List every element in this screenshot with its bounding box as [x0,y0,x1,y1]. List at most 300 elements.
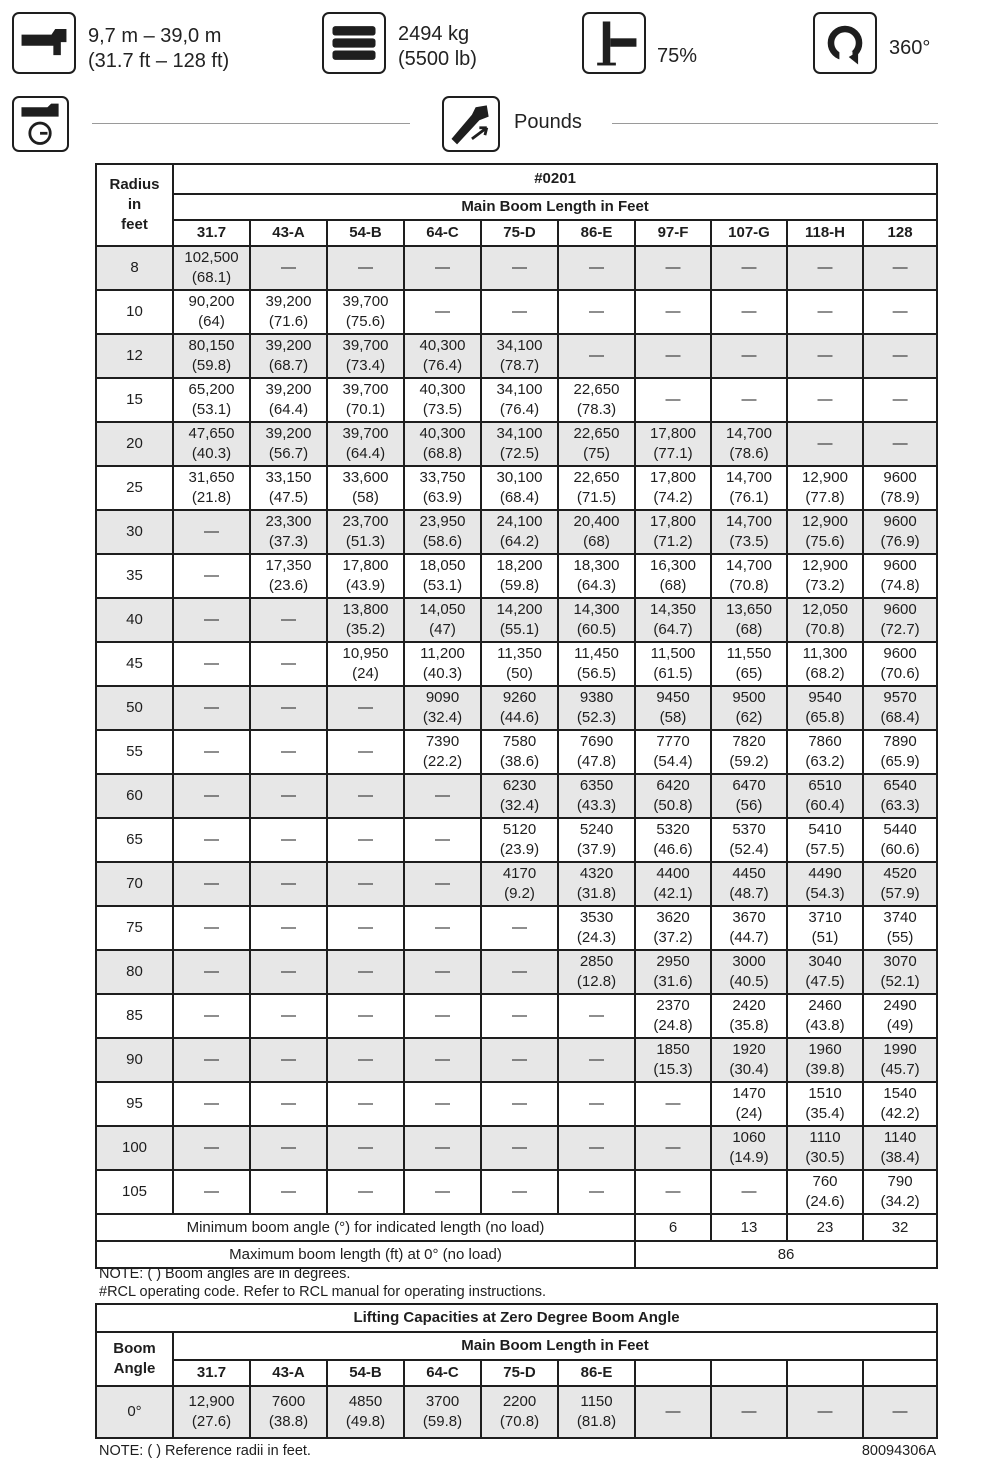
capacity-value: 760 [812,1173,838,1190]
boom-length-col-header: 54-B [327,220,404,246]
capacity-value: 47,650 [188,425,235,442]
capacity-value: 2490 [883,997,917,1014]
capacity-cell [711,1082,787,1126]
capacity-cell [558,510,635,554]
boom-length-col-header [711,1360,787,1386]
capacity-cell [173,290,250,334]
capacity-cell: — [327,686,404,730]
capacity-value: 3620 [656,909,690,926]
capacity-cell: — [250,994,327,1038]
capacity-value: 39,200 [265,293,312,310]
capacity-cell [558,378,635,422]
boom-angle-value: (65.9) [880,753,920,770]
boom-angle-value: (63.9) [422,489,463,506]
capacity-cell [558,642,635,686]
boom-length-col-header [635,1360,711,1386]
boom-angle-value: (68) [659,577,687,594]
boom-angle-value: (59.8) [191,357,232,374]
boom-angle-value: (64) [198,313,225,330]
capacity-cell [250,466,327,510]
capacity-cell [787,818,863,862]
capacity-cell [481,686,558,730]
capacity-value: 7580 [502,733,537,750]
capacity-value: 11,200 [420,645,465,662]
capacity-cell [327,642,404,686]
capacity-cell [404,422,481,466]
boom-gauge-icon [12,96,69,152]
boom-angle-value: (23.6) [268,577,309,594]
boom-length-col-header: 31.7 [173,1360,250,1386]
capacity-cell: — [787,334,863,378]
capacity-cell: — [327,730,404,774]
note-rcl-code: #RCL operating code. Refer to RCL manual for operating instructions. [99,1284,547,1300]
capacity-cell: — [173,774,250,818]
capacity-cell [787,598,863,642]
boom-angle-value: (35.4) [805,1105,845,1122]
boom-angle-value: (30.4) [729,1061,769,1078]
boom-angle-value: (55) [886,929,914,946]
capacity-cell [711,994,787,1038]
boom-angle-value: (24) [735,1105,763,1122]
capacity-cell [711,554,787,598]
capacity-cell [711,686,787,730]
capacity-cell: — [558,290,635,334]
capacity-cell: — [711,246,787,290]
capacity-value: 2460 [808,997,842,1014]
table-row [96,378,937,422]
capacity-cell: — [787,290,863,334]
radius-value: 30 [96,510,173,554]
capacity-cell [250,334,327,378]
capacity-cell [481,510,558,554]
radius-value: 90 [96,1038,173,1082]
capacity-value: 1470 [732,1085,766,1102]
rotation-degrees: 360° [889,37,931,59]
boom-angle-value: (71.5) [576,489,617,506]
capacity-value: 22,650 [573,425,620,442]
capacity-value: 4490 [808,865,842,882]
capacity-cell [404,378,481,422]
capacity-cell: — [173,1082,250,1126]
table-row [96,422,937,466]
capacity-value: 13,800 [342,601,389,618]
capacity-cell: — [558,1126,635,1170]
operating-code: #0201 [173,164,937,194]
boom-length-col-header: 64-C [404,220,481,246]
boom-angle-value: 0° [96,1386,173,1438]
zero-capacity-cell: — [863,1386,937,1438]
capacity-value: 7890 [883,733,917,750]
capacity-cell [481,818,558,862]
capacity-cell [787,906,863,950]
capacity-cell: — [404,950,481,994]
capacity-value: 33,750 [419,469,466,486]
table-row [96,686,937,730]
note-boom-angles: NOTE: ( ) Boom angles are in degrees. [99,1266,351,1282]
capacity-value: 790 [887,1173,913,1190]
capacity-value: 33,150 [265,469,312,486]
boom-angle-value: (40.5) [729,973,769,990]
boom-angle-value: (46.6) [653,841,693,858]
boom-angle-value: (72.7) [880,621,920,638]
radius-header: Radius in feet [96,164,173,246]
capacity-cell [863,862,937,906]
capacity-cell [863,554,937,598]
capacity-cell [250,422,327,466]
capacity-cell: — [863,378,937,422]
min-boom-angle-value: 6 [635,1214,711,1241]
radius-value: 12 [96,334,173,378]
boom-length-col-header: 86-E [558,220,635,246]
boom-angle-value: (27.6) [191,1413,232,1430]
boom-angle-value: (44.7) [729,929,769,946]
capacity-cell [635,598,711,642]
capacity-value: 7820 [732,733,766,750]
boom-angle-value: (64.4) [345,445,386,462]
table-row [96,1082,937,1126]
capacity-cell: — [173,598,250,642]
boom-angle-value: (52.3) [576,709,617,726]
capacity-cell: — [327,1170,404,1214]
boom-angle-value: (81.8) [576,1413,617,1430]
capacity-value: 6540 [883,777,917,794]
capacity-cell: — [173,862,250,906]
capacity-value: 12,900 [802,469,848,486]
capacity-cell: — [863,246,937,290]
capacity-cell: — [863,290,937,334]
capacity-value: 7690 [579,733,614,750]
capacity-cell [863,994,937,1038]
capacity-cell: — [173,686,250,730]
capacity-value: 14,200 [496,601,543,618]
capacity-cell [787,994,863,1038]
boom-angle-value: (68.2) [805,665,845,682]
capacity-value: 14,700 [726,513,772,530]
capacity-value: 5120 [502,821,537,838]
capacity-value: 7600 [271,1393,306,1410]
capacity-cell [635,510,711,554]
stability-percent: 75% [657,45,698,67]
boom-angle-value: (70.8) [499,1413,540,1430]
capacity-cell [481,466,558,510]
boom-angle-value: (78.6) [729,445,769,462]
boom-angle-value: (32.4) [499,797,540,814]
radius-value: 55 [96,730,173,774]
zero-capacity-cell [173,1386,250,1438]
lift-direction-icon [442,96,500,152]
boom-angle-value: (77.1) [653,445,693,462]
outrigger-icon [582,12,646,74]
boom-angle-value: (68.8) [422,445,463,462]
capacity-value: 22,650 [573,469,620,486]
capacity-cell [327,510,404,554]
table-row [96,730,937,774]
capacity-value: 20,400 [573,513,620,530]
boom-angle-value: (65) [735,665,763,682]
radius-value: 15 [96,378,173,422]
capacity-cell [635,994,711,1038]
table-row [96,774,937,818]
capacity-value: 5370 [732,821,766,838]
capacity-cell [404,554,481,598]
capacity-cell: — [173,950,250,994]
capacity-value: 3530 [579,909,614,926]
boom-angle-value: (57.9) [880,885,920,902]
capacity-cell [711,1126,787,1170]
capacity-value: 13,650 [726,601,772,618]
units-label: Pounds [514,111,582,133]
capacity-cell [711,642,787,686]
capacity-cell [558,906,635,950]
capacity-cell: — [173,994,250,1038]
capacity-value: 5440 [883,821,917,838]
min-boom-angle-value: 23 [787,1214,863,1241]
table-row [96,862,937,906]
capacity-cell: — [404,1170,481,1214]
radius-value: 8 [96,246,173,290]
capacity-value: 40,300 [419,337,466,354]
boom-angle-value: (53.1) [422,577,463,594]
boom-length-col-header: 54-B [327,1360,404,1386]
table-row [96,290,937,334]
capacity-value: 4450 [732,865,766,882]
capacity-cell [711,510,787,554]
boom-angle-value: (64.2) [499,533,540,550]
radius-value: 70 [96,862,173,906]
table-row [96,906,937,950]
capacity-value: 2420 [732,997,766,1014]
radius-value: 50 [96,686,173,730]
boom-angle-value: (51) [811,929,839,946]
boom-angle-value: (43.9) [345,577,386,594]
capacity-value: 11,450 [574,645,619,662]
zero-capacity-cell: — [711,1386,787,1438]
boom-length-col-header [787,1360,863,1386]
max-boom-length-row [96,1241,937,1268]
boom-angle-value: (59.2) [729,753,769,770]
capacity-value: 39,200 [265,425,312,442]
boom-angle-value: (40.3) [422,665,463,682]
boom-angle-value: (58) [352,489,379,506]
zero-capacity-cell: — [635,1386,711,1438]
capacity-cell [711,862,787,906]
capacity-value: 90,200 [188,293,235,310]
note-reference-radii: NOTE: ( ) Reference radii in feet. [99,1443,311,1459]
capacity-value: 9600 [883,469,917,486]
boom-angle-value: (14.9) [729,1149,769,1166]
capacity-cell: — [558,246,635,290]
capacity-cell: — [250,1038,327,1082]
table-row [96,334,937,378]
capacity-cell [481,774,558,818]
capacity-cell [635,466,711,510]
capacity-cell [711,466,787,510]
capacity-cell: — [327,1126,404,1170]
capacity-value: 3070 [883,953,917,970]
capacity-value: 9380 [579,689,614,706]
capacity-value: 9600 [883,645,917,662]
boom-angle-value: (71.6) [268,313,309,330]
capacity-cell: — [481,246,558,290]
capacity-cell [327,422,404,466]
min-boom-angle-label: Minimum boom angle (°) for indicated length (no load) [96,1214,635,1241]
capacity-cell [635,422,711,466]
capacity-cell [711,598,787,642]
boom-angle-value: (60.4) [805,797,845,814]
boom-angle-value: (70.8) [805,621,845,638]
boom-angle-value: (68) [735,621,763,638]
capacity-cell [558,774,635,818]
boom-length-col-header: 107-G [711,220,787,246]
capacity-cell: — [404,290,481,334]
capacity-cell: — [327,862,404,906]
boom-angle-value: (70.1) [345,401,386,418]
capacity-cell [481,554,558,598]
capacity-cell [173,378,250,422]
capacity-value: 7860 [808,733,842,750]
capacity-cell [404,334,481,378]
capacity-value: 1110 [809,1129,841,1146]
radius-value: 105 [96,1170,173,1214]
capacity-value: 33,600 [342,469,389,486]
capacity-value: 12,050 [802,601,848,618]
capacity-cell [635,862,711,906]
capacity-value: 39,700 [342,337,389,354]
capacity-cell [863,598,937,642]
capacity-value: 10,950 [342,645,389,662]
boom-angle-value: (53.1) [191,401,232,418]
capacity-cell [404,510,481,554]
capacity-value: 31,650 [188,469,235,486]
capacity-cell [481,642,558,686]
capacity-cell: — [404,1038,481,1082]
boom-angle-value: (73.5) [422,401,463,418]
rotation-icon [813,12,877,74]
boom-angle-value: (54.4) [653,753,693,770]
table-row [96,1170,937,1214]
capacity-value: 9600 [883,513,917,530]
capacity-cell [711,774,787,818]
capacity-cell [787,862,863,906]
table-row [96,510,937,554]
capacity-cell [787,730,863,774]
capacity-cell: — [635,1126,711,1170]
boom-angle-value: (50.8) [653,797,693,814]
capacity-cell: — [481,1170,558,1214]
capacity-cell [327,466,404,510]
capacity-cell [863,510,937,554]
capacity-value: 12,900 [802,513,848,530]
capacity-value: 7770 [656,733,690,750]
boom-angle-value: (47) [429,621,456,638]
capacity-value: 11,550 [726,645,772,662]
capacity-cell: — [481,950,558,994]
capacity-value: 4170 [502,865,537,882]
boom-length-col-header: 75-D [481,1360,558,1386]
boom-angle-value: (68.4) [880,709,920,726]
capacity-cell [863,950,937,994]
capacity-value: 1150 [580,1393,613,1410]
boom-angle-value: (64.4) [268,401,309,418]
boom-length-col-header: 118-H [787,220,863,246]
boom-angle-value: (56.5) [576,665,617,682]
boom-angle-value: (58.6) [422,533,463,550]
boom-angle-value: (76.4) [499,401,540,418]
boom-angle-value: (42.2) [880,1105,920,1122]
boom-angle-value: (40.3) [191,445,232,462]
capacity-cell [635,642,711,686]
capacity-cell: — [327,246,404,290]
capacity-value: 2370 [656,997,690,1014]
boom-angle-value: (70.8) [729,577,769,594]
capacity-cell: — [173,1038,250,1082]
table-row [96,598,937,642]
capacity-cell: — [250,862,327,906]
boom-angle-value: (77.8) [805,489,845,506]
capacity-cell [558,686,635,730]
min-boom-angle-value: 13 [711,1214,787,1241]
boom-angle-value: (22.2) [422,753,463,770]
boom-angle-value: (76.4) [422,357,463,374]
capacity-value: 6470 [732,777,766,794]
capacity-cell [635,1038,711,1082]
capacity-cell: — [404,994,481,1038]
capacity-value: 11,500 [650,645,696,662]
capacity-cell: — [787,378,863,422]
capacity-cell [404,598,481,642]
capacity-cell [863,466,937,510]
radius-value: 100 [96,1126,173,1170]
capacity-value: 5320 [656,821,690,838]
capacity-cell: — [250,598,327,642]
capacity-cell [635,554,711,598]
capacity-cell [250,510,327,554]
boom-length-col-header: 128 [863,220,937,246]
capacity-cell: — [250,950,327,994]
capacity-cell [558,862,635,906]
boom-angle-value: (35.2) [345,621,386,638]
capacity-cell [635,686,711,730]
capacity-cell [863,906,937,950]
capacity-cell: — [327,906,404,950]
capacity-cell [404,642,481,686]
capacity-cell: — [711,1170,787,1214]
capacity-cell [635,818,711,862]
capacity-cell [787,1126,863,1170]
capacity-cell: — [863,334,937,378]
capacity-value: 17,800 [650,513,696,530]
capacity-cell [327,378,404,422]
capacity-value: 18,200 [496,557,543,574]
boom-angle-value: (45.7) [880,1061,920,1078]
boom-angle-value: (60.5) [576,621,617,638]
capacity-cell: — [558,1082,635,1126]
capacity-cell [250,554,327,598]
capacity-value: 17,350 [265,557,312,574]
table-row [96,1038,937,1082]
capacity-cell: — [327,1082,404,1126]
boom-angle-value: (52.1) [880,973,920,990]
boom-angle-header: Boom Angle [96,1332,173,1386]
capacity-value: 1540 [883,1085,917,1102]
boom-angle-value: (24.8) [653,1017,693,1034]
boom-angle-value: (56) [735,797,763,814]
capacity-value: 24,100 [496,513,543,530]
capacity-cell [711,906,787,950]
capacity-value: 9570 [883,689,917,706]
capacity-cell: — [635,1082,711,1126]
radius-value: 65 [96,818,173,862]
